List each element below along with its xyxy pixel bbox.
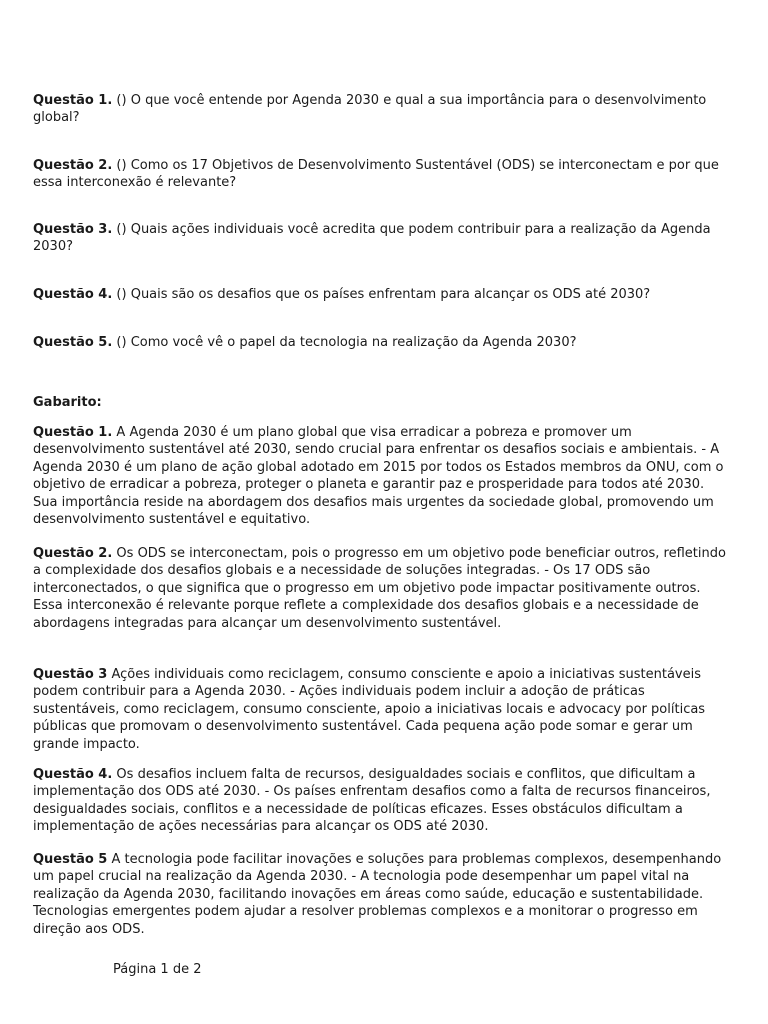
answer-4 (33, 766, 730, 836)
answer-label: Questão 4. (33, 767, 113, 782)
question-label: Questão 4. (33, 287, 113, 302)
answer-1 (33, 424, 730, 528)
answer-text: Os desafios incluem falta de recursos, desigualdades sociais e conflitos, que dificultam a implementação dos ODS até 2030. - Os países enfrentam desafios como a falta de recursos financeiros, desigualdades sociais, conflitos e a necessidade de políticas eficazes. Esses obstáculos dificultam a implementação de ações necessárias para alcançar os ODS até 2030. (33, 767, 711, 835)
question-text: () Como você vê o papel da tecnologia na realização da Agenda 2030? (112, 335, 577, 350)
answer-2 (33, 545, 730, 632)
question-label: Questão 2. (33, 158, 113, 173)
page-number: Página 1 de 2 (113, 962, 202, 977)
answer-label: Questão 2. (33, 546, 113, 561)
question-label: Questão 3. (33, 222, 113, 237)
question-2 (33, 157, 730, 192)
question-label: Questão 1. (33, 93, 113, 108)
answer-text: Ações individuais como reciclagem, consumo consciente e apoio a iniciativas sustentáveis podem contribuir para a Agenda 2030. - Ações individuais podem incluir a adoção de práticas sustentáveis, como reciclagem, consumo consciente, apoio a iniciativas locais e advocacy por políticas públicas que promovam o desenvolvimento sustentável. Cada pequena ação pode somar e gerar um grande impacto. (33, 667, 706, 752)
question-4 (33, 286, 730, 303)
answer-3 (33, 666, 730, 753)
question-text: () O que você entende por Agenda 2030 e qual a sua importância para o desenvolvimento global? (33, 93, 707, 126)
question-label: Questão 5. (33, 335, 113, 350)
answer-5 (33, 851, 730, 938)
answer-text: Os ODS se interconectam, pois o progresso em um objetivo pode beneficiar outros, refletindo a complexidade dos desafios globais e a necessidade de soluções integradas. - Os 17 ODS são interconectados, o que significa que o progresso em um objetivo pode impactar positivamente outros. Essa interconexão é relevante porque reflete a complexidade dos desafios globais e a necessidade de abordagens integradas para alcançar um desenvolvimento sustentável. (33, 546, 726, 631)
question-text: () Quais ações individuais você acredita que podem contribuir para a realização da Agenda 2030? (33, 222, 711, 255)
answer-label: Questão 3 (33, 667, 108, 682)
answer-label: Questão 1. (33, 425, 113, 440)
answer-text: A Agenda 2030 é um plano global que visa erradicar a pobreza e promover um desenvolvimento sustentável até 2030, sendo crucial para enfrentar os desafios sociais e ambientais. - A Agenda 2030 é um plano de ação global adotado em 2015 por todos os Estados membros da ONU, com o objetivo de erradicar a pobreza, proteger o planeta e garantir paz e prosperidade para todos até 2030. Sua importância reside na abordagem dos desafios mais urgentes da sociedade global, promovendo um desenvolvimento sustentável e equitativo. (33, 425, 724, 528)
answer-text: A tecnologia pode facilitar inovações e soluções para problemas complexos, desempenhando um papel crucial na realização da Agenda 2030. - A tecnologia pode desempenhar um papel vital na realização da Agenda 2030, facilitando inovações em áreas como saúde, educação e sustentabilidade. Tecnologias emergentes podem ajudar a resolver problemas complexos e a monitorar o progresso em direção aos ODS. (33, 852, 722, 937)
question-3 (33, 221, 730, 256)
question-5 (33, 334, 730, 351)
answer-key-heading: Gabarito: (33, 395, 102, 410)
question-1 (33, 92, 730, 127)
answer-label: Questão 5 (33, 852, 108, 867)
question-text: () Como os 17 Objetivos de Desenvolvimento Sustentável (ODS) se interconectam e por que essa interconexão é relevante? (33, 158, 719, 191)
question-text: () Quais são os desafios que os países enfrentam para alcançar os ODS até 2030? (112, 287, 651, 302)
